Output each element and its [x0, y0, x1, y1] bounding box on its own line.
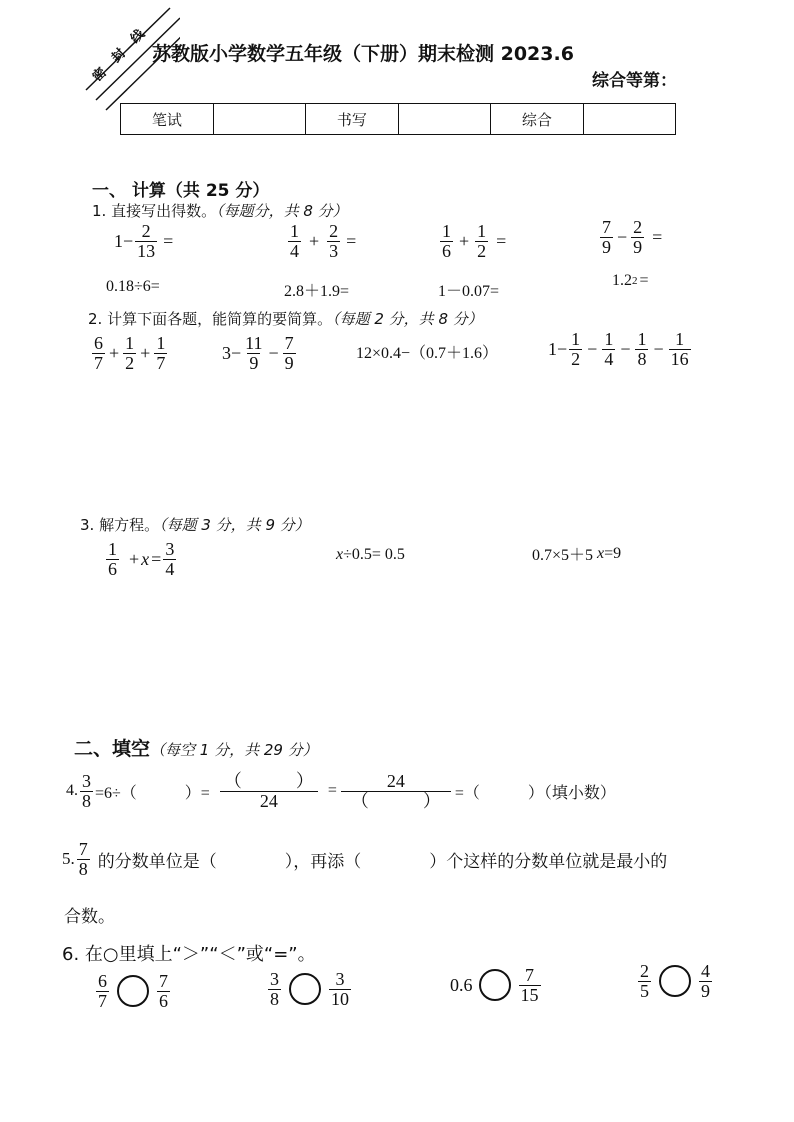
whole-number: 1: [548, 338, 557, 359]
q1-item-f: 2.8＋1.9=: [284, 283, 350, 300]
q6-item-d: [636, 962, 714, 1001]
variable: x: [336, 546, 344, 563]
whole-number: 1: [114, 230, 123, 251]
section2-heading-row: [74, 734, 318, 761]
fraction: [135, 222, 157, 261]
q1-item-e: 0.18÷6=: [106, 278, 160, 295]
numerator: 2: [329, 221, 339, 241]
equals: =: [652, 226, 663, 247]
decimal: 0.6: [450, 974, 473, 995]
denominator: 6: [108, 558, 117, 579]
fraction: [92, 334, 105, 373]
fraction: [699, 962, 712, 1001]
q6-label: 6. 在○里填上“＞”“＜”或“=”。: [62, 944, 316, 965]
numerator: 7: [159, 971, 168, 991]
fraction: [440, 222, 453, 261]
numerator: 2: [640, 961, 649, 981]
fraction: [123, 334, 136, 373]
operator: −: [123, 230, 134, 251]
base: 1.2: [612, 272, 632, 289]
denominator: 7: [156, 352, 166, 373]
denominator: 5: [640, 980, 649, 1001]
denominator: 9: [602, 236, 611, 257]
fraction: [243, 334, 264, 373]
q1-note: （每题分，共 8 分）: [216, 202, 348, 220]
numerator: 7: [284, 333, 294, 353]
denominator: 9: [701, 980, 710, 1001]
denominator: 8: [78, 858, 88, 879]
fraction: [519, 966, 541, 1005]
fraction-with-blank: [214, 772, 324, 811]
operator: +: [459, 230, 470, 251]
denominator: 16: [670, 348, 689, 369]
numerator: 7: [78, 839, 88, 859]
section2-heading: 二、填空: [74, 738, 151, 760]
operator: +: [109, 342, 120, 363]
denominator: 7: [98, 990, 107, 1011]
denominator: 4: [290, 240, 299, 261]
numerator: 7: [525, 965, 534, 985]
fraction: [163, 540, 176, 579]
q6-item-a: [94, 972, 172, 1011]
equals: =: [496, 230, 507, 251]
fraction: [569, 330, 582, 369]
question-number: 4.: [66, 782, 78, 800]
numerator: 1: [675, 329, 685, 349]
denominator: 24: [220, 791, 318, 811]
numerator: 7: [602, 217, 611, 237]
q5-row: [62, 840, 667, 879]
q3-heading: [80, 514, 310, 535]
q3-label: 3. 解方程。: [80, 516, 160, 534]
numerator: 1: [604, 329, 614, 349]
score-cell-handwriting-value: [398, 104, 490, 135]
q1-item-d: [598, 218, 662, 257]
section1-heading: 一、 计算（共 25 分）: [92, 181, 270, 201]
numerator: 1: [125, 333, 135, 353]
blank-text: =6÷（ ）=: [95, 784, 210, 802]
denominator: 8: [82, 790, 91, 811]
equals: =: [151, 548, 162, 569]
fraction: [77, 840, 90, 879]
fraction: [80, 772, 93, 811]
operator: −: [231, 342, 242, 363]
denominator: 15: [520, 984, 539, 1005]
denominator: 13: [137, 240, 156, 261]
q1-item-g: 1－0.07=: [438, 283, 500, 300]
fraction: [327, 222, 340, 261]
denominator: 2: [477, 240, 487, 261]
numerator: 3: [82, 771, 91, 791]
q2-item-d: [548, 330, 693, 369]
operator: −: [617, 226, 628, 247]
score-cell-overall-label: 综合: [490, 104, 583, 135]
operator: +: [140, 342, 151, 363]
denominator: 9: [284, 352, 294, 373]
fraction: [602, 330, 615, 369]
q3-item-c: [532, 542, 621, 565]
denominator: 3: [329, 240, 339, 261]
whole-number: 3: [222, 342, 231, 363]
operator: −: [557, 338, 568, 359]
q2-label: 2. 计算下面各题，能简算的要简算。: [88, 310, 333, 328]
equation-right: =9: [604, 544, 622, 562]
score-table: [120, 103, 676, 135]
q6-item-c: [450, 966, 543, 1005]
score-cell-written-value: [213, 104, 305, 135]
q4-row: [66, 772, 616, 811]
numerator: 1: [637, 329, 647, 349]
q6-item-b: [266, 970, 353, 1009]
equation-rest: ÷0.5= 0.5: [343, 546, 405, 563]
fraction: [475, 222, 488, 261]
denominator: 8: [637, 348, 647, 369]
numerator: 11: [245, 333, 263, 353]
denominator: 7: [94, 352, 103, 373]
numerator: 24: [386, 771, 405, 791]
variable: x: [597, 544, 605, 562]
numerator: 6: [94, 333, 103, 353]
score-cell-handwriting-label: 书写: [305, 104, 398, 135]
denominator: 4: [165, 558, 175, 579]
compare-circle[interactable]: [117, 975, 149, 1007]
q1-heading: [92, 200, 348, 221]
denominator: 10: [331, 988, 349, 1009]
question-number: 5.: [62, 849, 75, 869]
numerator: 1: [442, 221, 451, 241]
numerator: 3: [335, 969, 345, 989]
numerator-blank: （ ）: [223, 771, 314, 791]
denominator-blank: （ ）: [341, 791, 451, 811]
numerator: 1: [477, 221, 487, 241]
q3-item-b: [336, 546, 405, 564]
fraction: [638, 962, 651, 1001]
numerator: 1: [290, 221, 299, 241]
fraction: [268, 970, 281, 1009]
numerator: 2: [633, 217, 643, 237]
equation-left: 0.7×5＋5: [532, 547, 594, 564]
blank-text: =（ ）（填小数）: [454, 784, 616, 802]
operator: −: [268, 342, 279, 363]
denominator: 2: [125, 352, 135, 373]
operator: −: [620, 338, 631, 359]
q2-item-c: 12×0.4−（0.7＋1.6）: [356, 345, 499, 362]
compare-circle[interactable]: [479, 969, 511, 1001]
denominator: 4: [604, 348, 614, 369]
numerator: 3: [165, 539, 175, 559]
fraction: [669, 330, 691, 369]
q1-item-c: [438, 222, 506, 261]
operator: −: [653, 338, 664, 359]
q5-text: 的分数单位是（ ），再添（ ）个这样的分数单位就是最小的: [97, 851, 668, 871]
fraction: [283, 334, 296, 373]
numerator: 6: [98, 971, 107, 991]
fraction: [157, 972, 170, 1011]
operator: +: [129, 548, 140, 569]
fraction: [600, 218, 613, 257]
grade-label: 综合等第：: [592, 71, 677, 91]
q2-heading: [88, 308, 483, 329]
q1-item-b: [286, 222, 356, 261]
denominator: 6: [159, 990, 168, 1011]
fraction: [288, 222, 301, 261]
operator: +: [309, 230, 320, 251]
section2-note: （每空 1 分，共 29 分）: [150, 741, 318, 759]
denominator: 6: [442, 240, 451, 261]
fraction-with-blank: [341, 772, 451, 811]
numerator: 4: [701, 961, 710, 981]
denominator: 2: [571, 348, 581, 369]
numerator: 1: [156, 333, 166, 353]
q1-item-h: [612, 272, 649, 290]
fraction: [635, 330, 648, 369]
score-cell-written-label: 笔试: [121, 104, 214, 135]
q2-item-a: [90, 334, 169, 373]
compare-circle[interactable]: [289, 973, 321, 1005]
denominator: 9: [249, 352, 259, 373]
q2-note: （每题 2 分，共 8 分）: [332, 310, 483, 328]
numerator: 2: [141, 221, 151, 241]
variable: x: [141, 548, 150, 569]
equals: =: [327, 782, 337, 800]
q1-label: 1. 直接写出得数。: [92, 202, 217, 220]
q2-item-b: [222, 334, 298, 373]
equals: =: [346, 230, 357, 251]
numerator: 1: [108, 539, 117, 559]
q3-item-a: [104, 540, 178, 579]
denominator: 8: [270, 988, 279, 1009]
operator: −: [587, 338, 598, 359]
equals: =: [639, 272, 649, 289]
exponent: 2: [632, 275, 638, 287]
fraction: [154, 334, 167, 373]
fraction: [631, 218, 644, 257]
q3-note: （每题 3 分，共 9 分）: [159, 516, 310, 534]
score-cell-overall-value: [583, 104, 675, 135]
q1-item-a: [114, 222, 173, 261]
equals: =: [163, 230, 174, 251]
denominator: 9: [633, 236, 643, 257]
fraction: [329, 970, 351, 1009]
fraction: [106, 540, 119, 579]
numerator: 3: [270, 969, 279, 989]
seal-text: 密封线: [89, 16, 158, 85]
fraction: [96, 972, 109, 1011]
compare-circle[interactable]: [659, 965, 691, 997]
q5-text-cont: 合数。: [64, 907, 115, 927]
exam-title: 苏教版小学数学五年级（下册）期末检测 2023.6: [152, 43, 574, 65]
numerator: 1: [571, 329, 581, 349]
